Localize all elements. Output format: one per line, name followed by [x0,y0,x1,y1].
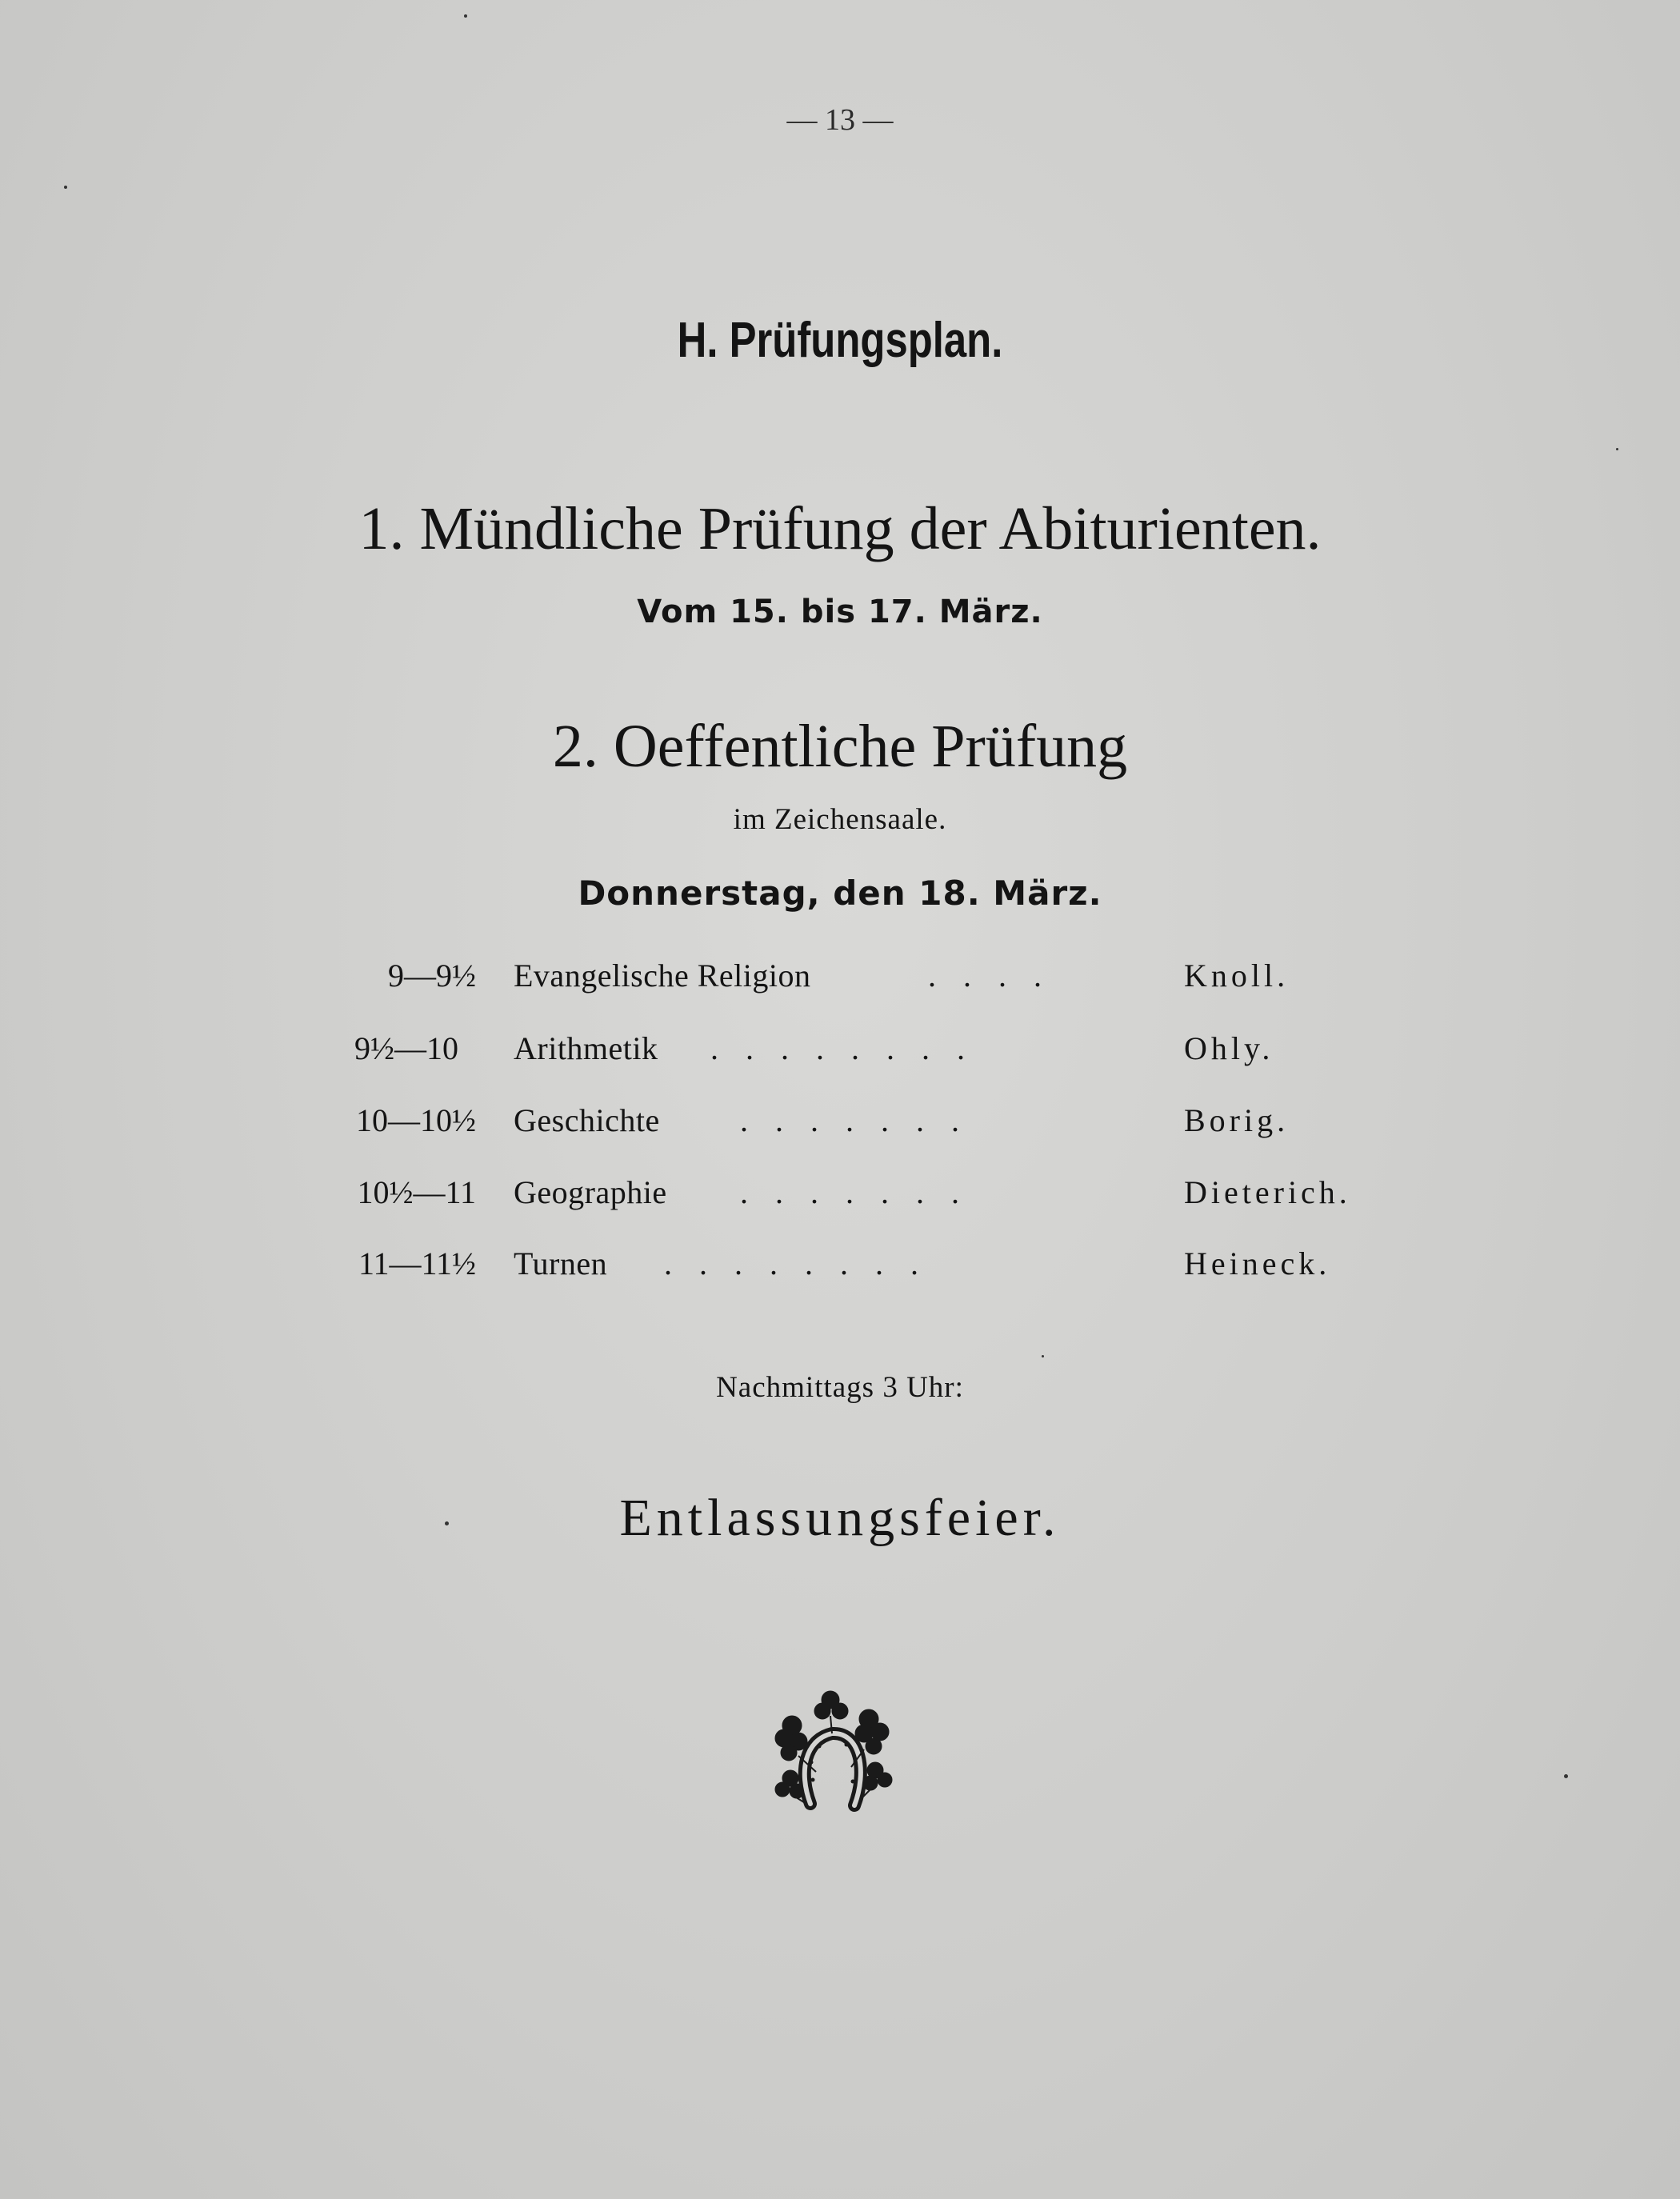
public-exam-title: 2. Oeffentliche Prüfung [552,713,1128,780]
scan-speck [1042,1355,1044,1357]
schedule-leader-dots: ....... [740,1102,986,1138]
afternoon-note: Nachmittags 3 Uhr: [716,1371,964,1404]
scan-speck [64,186,67,189]
schedule-time: 10—10½ [356,1102,476,1138]
schedule-subject: Geographie [514,1174,667,1210]
schedule-time: 10½—11 [357,1174,476,1210]
scan-speck [464,14,467,18]
schedule-teacher: Ohly. [1184,1030,1274,1066]
schedule-subject: Turnen [514,1245,608,1281]
schedule-subject: Arithmetik [514,1030,658,1066]
scan-speck [445,1521,449,1525]
scan-speck [1616,448,1618,450]
schedule-time: 9—9½ [388,958,476,994]
schedule-leader-dots: ........ [664,1245,946,1281]
public-exam-location: im Zeichensaale. [733,803,947,836]
schedule-teacher: Knoll. [1184,958,1290,994]
scan-speck [1564,1774,1568,1778]
public-exam-date: Donnerstag, den 18. März. [578,874,1102,913]
schedule-leader-dots: ........ [710,1030,992,1066]
schedule-teacher: Dieterich. [1184,1174,1351,1210]
clover-horseshoe-ornament-icon [774,1684,894,1820]
page-number: — 13 — [786,103,894,137]
schedule-teacher: Borig. [1184,1102,1290,1138]
schedule-time: 9½—10 [354,1030,458,1066]
oral-exam-dates: Vom 15. bis 17. März. [637,594,1043,630]
schedule-teacher: Heineck. [1184,1245,1331,1281]
schedule-subject: Evangelische Religion [514,958,811,994]
schedule-time: 11—11½ [358,1245,476,1281]
oral-exam-title: 1. Mündliche Prüfung der Abiturienten. [358,495,1322,562]
section-heading: H. Prüfungsplan. [677,313,1003,368]
schedule-leader-dots: ....... [740,1174,986,1210]
ceremony-title: Entlassungsfeier. [619,1489,1061,1547]
schedule-subject: Geschichte [514,1102,660,1138]
schedule-leader-dots: .... [928,958,1069,994]
